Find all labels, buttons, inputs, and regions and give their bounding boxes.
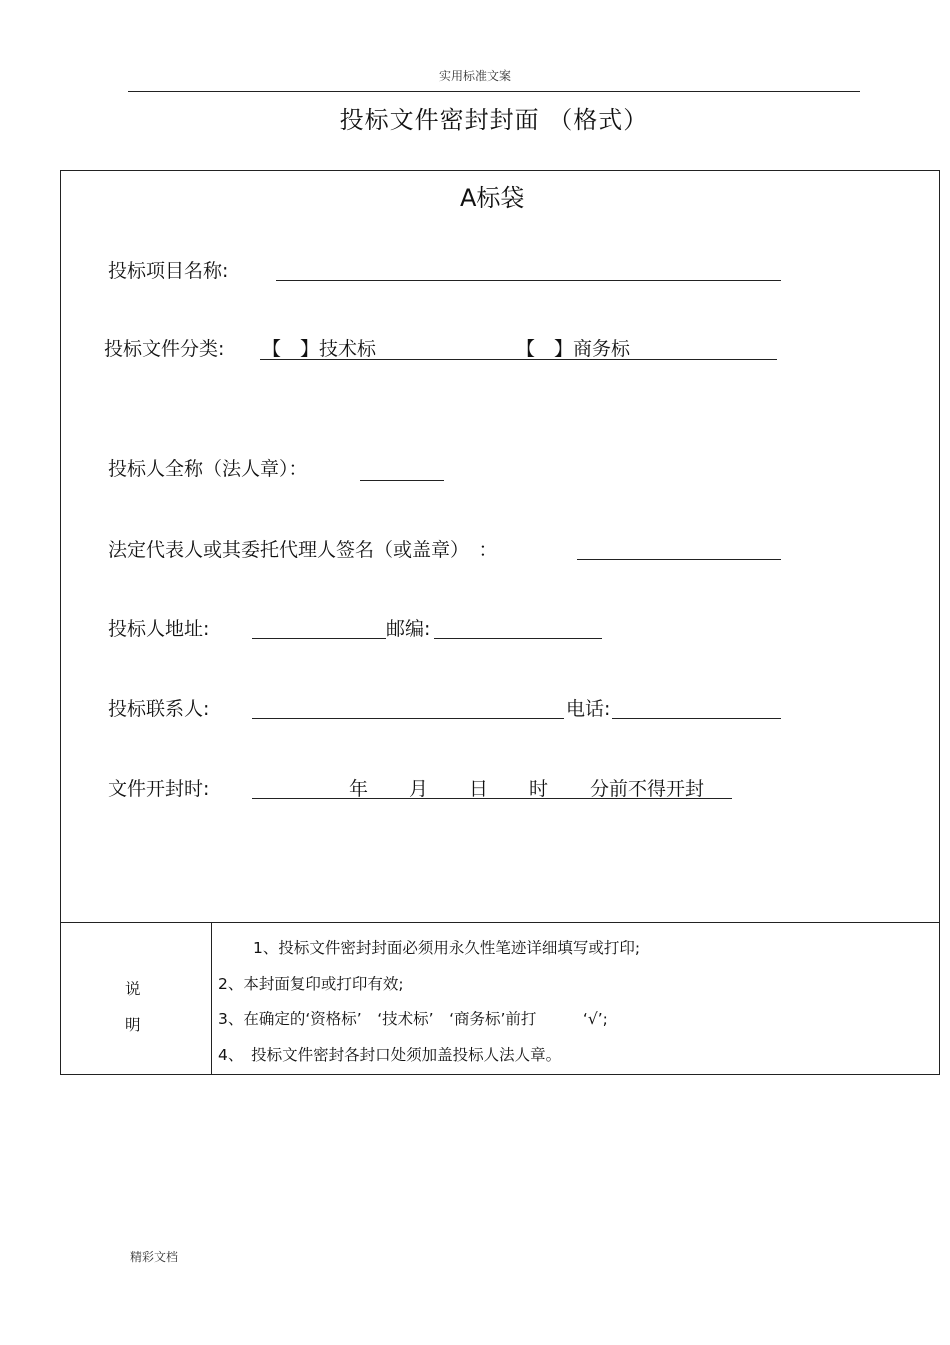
document-title: 投标文件密封封面 （格式）	[339, 106, 649, 134]
project-name-field[interactable]	[276, 280, 781, 281]
page-header: 实用标准文案	[438, 69, 511, 83]
project-name-label: 投标项目名称:	[108, 260, 229, 282]
legal-rep-field[interactable]	[577, 559, 781, 560]
option-tech[interactable]: 【 】技术标	[262, 338, 377, 360]
notes-side-label-1: 说	[125, 980, 141, 998]
notes-column-divider	[211, 922, 212, 1074]
doc-type-underline	[260, 359, 777, 360]
note-item-3: 3、在确定的‘资格标’ ‘技术标’ ‘商务标’前打 ‘√’;	[218, 1010, 608, 1028]
postcode-field[interactable]	[434, 638, 602, 639]
bidder-name-label: 投标人全称（法人章）：	[108, 458, 308, 480]
note-item-2: 2、本封面复印或打印有效;	[218, 975, 404, 993]
note-item-1: 1、投标文件密封封面必须用永久性笔迹详细填写或打印;	[253, 939, 641, 957]
contact-label: 投标联系人:	[108, 698, 210, 720]
phone-field[interactable]	[612, 718, 781, 719]
open-time-label: 文件开封时:	[108, 778, 210, 800]
bidder-name-field[interactable]	[360, 480, 444, 481]
address-field[interactable]	[252, 638, 386, 639]
phone-label: 电话:	[566, 698, 611, 720]
page-footer: 精彩文档	[130, 1250, 179, 1264]
open-time-hour: 时	[529, 778, 549, 800]
bag-title: A标袋	[460, 184, 525, 212]
legal-rep-label: 法定代表人或其委托代理人签名（或盖章） ：	[108, 539, 498, 561]
doc-type-label: 投标文件分类:	[104, 338, 225, 360]
header-rule	[128, 91, 860, 92]
notes-side-label-2: 明	[125, 1016, 141, 1034]
notes-divider	[60, 922, 940, 923]
postcode-label: 邮编:	[386, 618, 431, 640]
address-label: 投标人地址:	[108, 618, 210, 640]
open-time-year: 年	[349, 778, 369, 800]
open-time-suffix: 分前不得开封	[590, 778, 705, 800]
open-time-month: 月	[409, 778, 429, 800]
contact-field[interactable]	[252, 718, 564, 719]
open-time-field[interactable]	[252, 798, 732, 799]
open-time-day: 日	[469, 778, 489, 800]
option-biz[interactable]: 【 】商务标	[516, 338, 631, 360]
note-item-4: 4、 投标文件密封各封口处须加盖投标人法人章。	[218, 1046, 562, 1064]
